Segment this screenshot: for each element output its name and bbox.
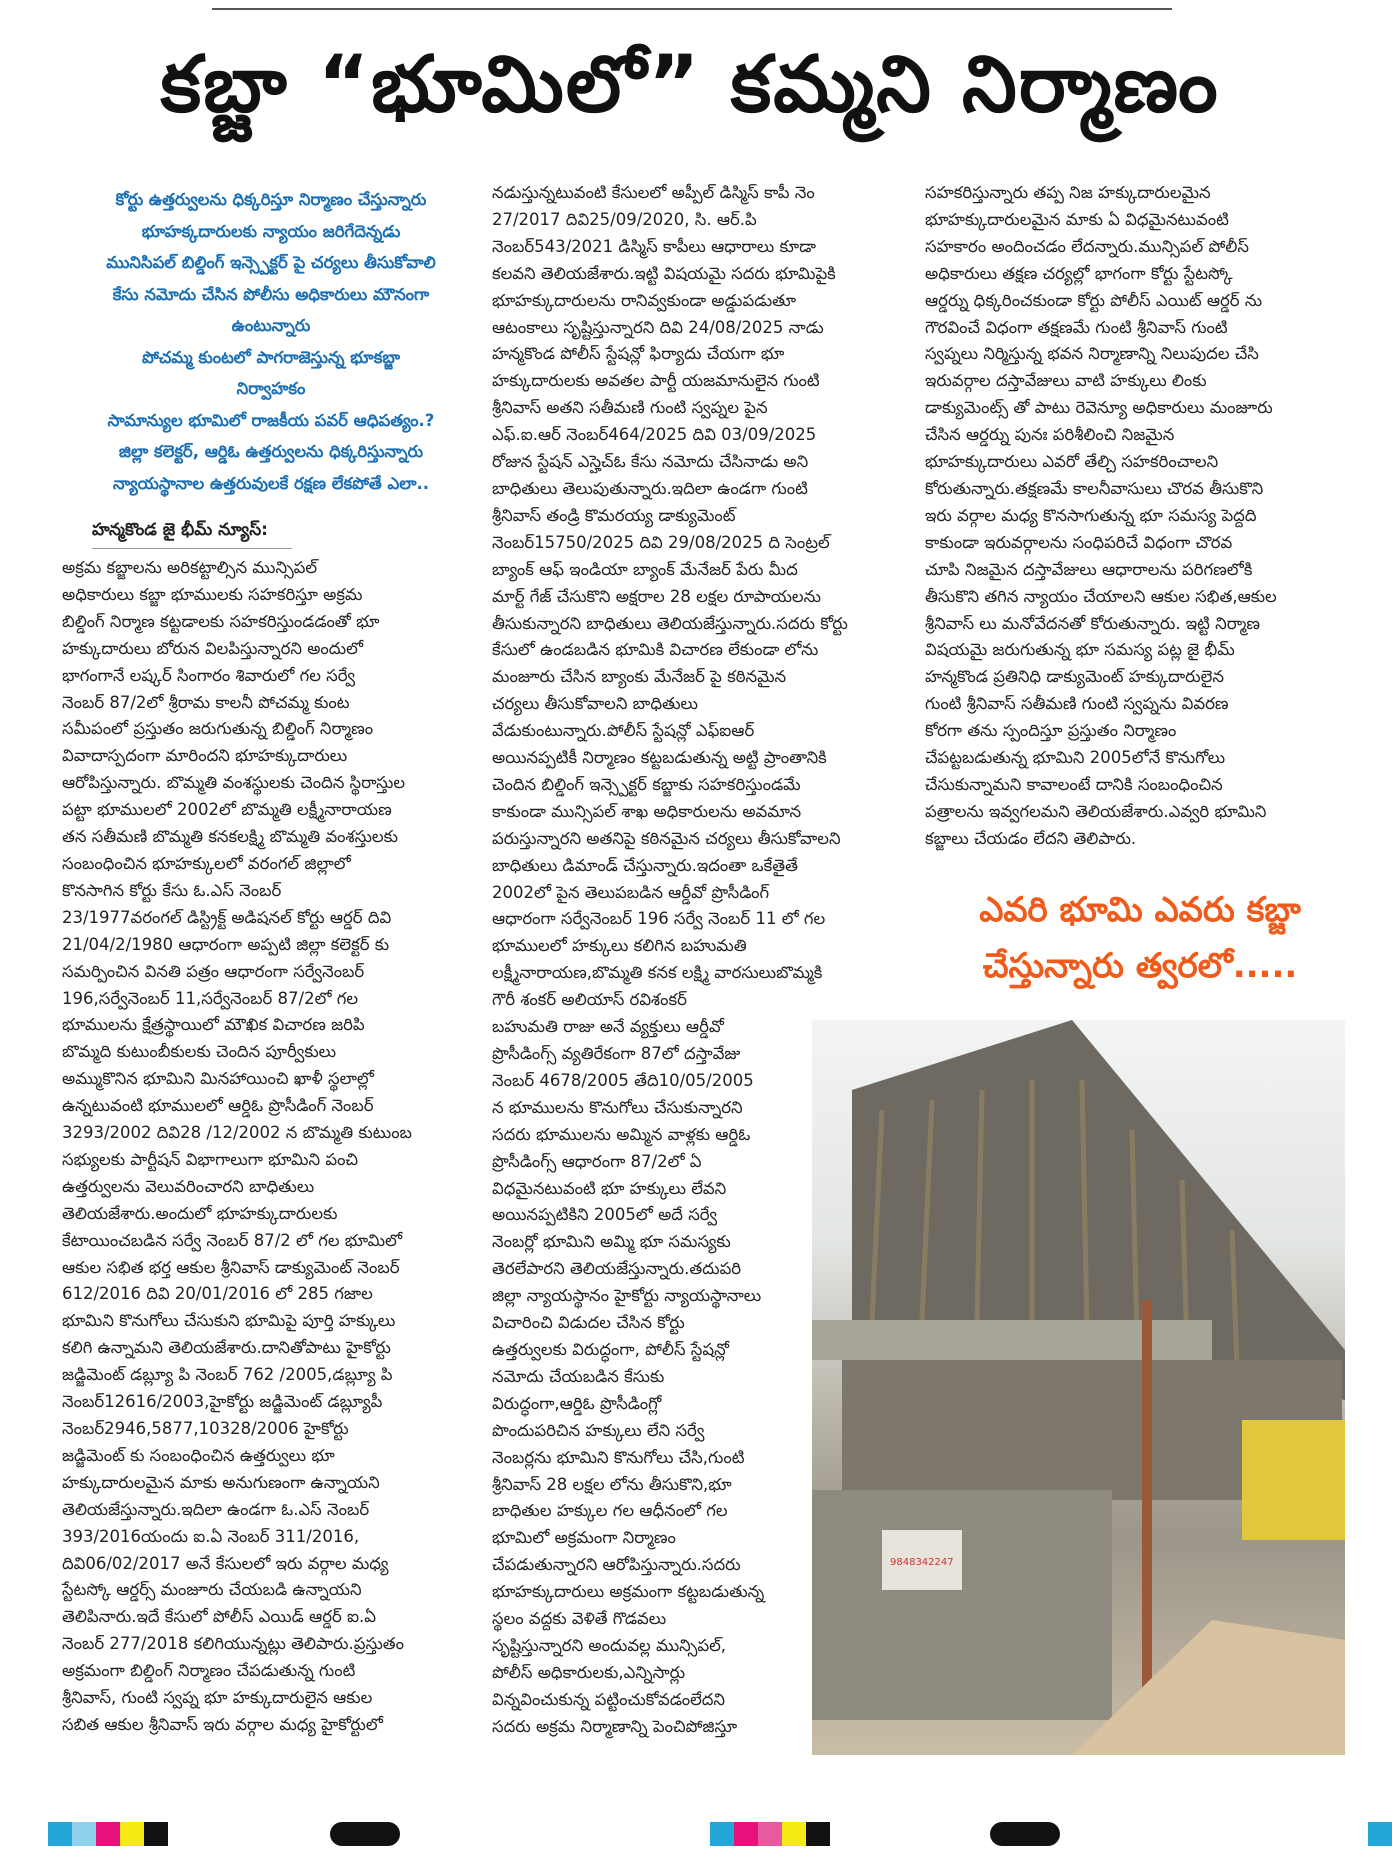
callout-line: ఎవరి భూమి ఎవరు కబ్జా [979, 890, 1301, 930]
col1-line: 393/2016యందు ఐ.ఏ నెంబర్ 311/2016, [62, 1526, 360, 1546]
construction-photo [812, 1020, 1345, 1755]
col1-line: 23/1977వరంగల్ డిస్ట్రిక్ట్ అడిషనల్ కోర్టు ఆర్డర్ దివి [62, 907, 392, 927]
col3-line: స్వప్నలు నిర్మిస్తున్న భవన నిర్మాణాన్ని నిలుపుదల చేసి [925, 344, 1259, 364]
col2-line: భూములలో హక్కులు కలిగిన బహుమతి [492, 936, 747, 956]
col1-line: కేటాయించబడిన సర్వే నెంబర్ 87/2 లో గల భూమిలో [62, 1230, 403, 1250]
col1-line: నెంబర్12616/2003,హైకోర్టు జడ్జిమెంట్ డబ్ల్యూపీ [62, 1392, 383, 1412]
col1-line: వివాదాస్పదంగా మారిందని భూహక్కుదారులు [62, 746, 348, 766]
col2-line: అయినప్పటికీ నిర్మాణం కట్టబడుతున్న అట్టి ప్రాంతానికి [492, 748, 827, 768]
col2-line: చెందిన బిల్డింగ్ ఇన్స్పెక్టర్ కబ్జాకు సహకరిస్తుండమే [492, 774, 801, 794]
registration-pill-left [330, 1822, 400, 1846]
col2-line: చేపడుతున్నారని ఆరోపిస్తున్నారు.సదరు [492, 1555, 741, 1575]
col2-line: నడుస్తున్నటువంటి కేసులలో అప్పీల్ డిస్మిస్ కాపీ నెం [492, 183, 815, 202]
col1-line: 21/04/2/1980 ఆధారంగా అప్పటి జిల్లా కలెక్టర్ కు [62, 934, 390, 954]
col1-line: తెలిపినారు.ఇదే కేసులో పోలీస్ ఎయిడ్ ఆర్డర్ ఐ.ఏ [62, 1607, 377, 1627]
col1-line: ఉత్తర్వులను వెలువరించారని బాధితులు [62, 1176, 315, 1196]
col3-line: తీసుకొని తగిన న్యాయం చేయాలని ఆకుల సభిత,ఆకుల [925, 586, 1277, 606]
col2-line: కలవని తెలియజేశారు.ఇట్టి విషయమై సదరు భూమిపైకి [492, 263, 836, 283]
col3-line: సహకరిస్తున్నారు తప్ప నిజ హక్కుదారులమైన [925, 183, 1211, 202]
col1-line: బొమ్మది కుటుంబీకులకు చెందిన పూర్వీకులు [62, 1042, 337, 1062]
col1-line: సభ్యులకు పార్టీషన్ విభాగాలుగా భూమిని పంచి [62, 1149, 359, 1169]
building-illustration [812, 1020, 1345, 1755]
col1-line: నెంబర్ 277/2018 కలిగియున్నట్లు తెలిపారు.ప్రస్తుతం [62, 1634, 404, 1654]
col2-line: ఎఫ్.ఐ.ఆర్ నెంబర్464/2025 దివి 03/09/2025 [492, 425, 817, 445]
byline: హన్మకొండ జై భీమ్ న్యూస్: [92, 520, 268, 540]
col2-line: సృష్టిస్తున్నారని అందువల్ల మున్సిపల్, [492, 1635, 727, 1655]
col1-line: పట్టా భూములలో 2002లో బొమ్మతి లక్ష్మీనారాయణ [62, 800, 392, 820]
col2-line: బాధితులు డిమాండ్ చేస్తున్నారు.ఇదంతా ఒకేతైతే [492, 855, 798, 875]
col2-line: మార్ట్ గేజ్ చేసుకొని అక్షరాల 28 లక్షల రూపాయలను [492, 586, 821, 606]
col2-line: పరుస్తున్నారని అతనిపై కఠినమైన చర్యలు తీసుకోవాలని [492, 828, 841, 848]
col2-line: నెంబర్లో భూమిని అమ్మి భూ సమస్యకు [492, 1232, 731, 1252]
col1-line: హక్కుదారులమైన మాకు అనుగుణంగా ఉన్నాయని [62, 1472, 380, 1492]
color-registration-mark-right [1368, 1822, 1392, 1846]
col3-line: కోరుతున్నారు.తక్షణమే కాలనీవాసులు చొరవ తీసుకొని [925, 478, 1264, 498]
col2-line: చర్యలు తీసుకోవాలని బాధితులు [492, 694, 698, 714]
col2-line: విరుద్ధంగా,ఆర్డిఓ ప్రొసీడింగ్లో [492, 1393, 662, 1413]
top-rule [212, 8, 1172, 10]
col3-line: ఇరు వర్గాల మధ్య కొనసాగుతున్న భూ సమస్య పెద్దది [925, 505, 1257, 525]
col2-line: నెంబర్లను భూమిని కొనుగోలు చేసి,గుంటి [492, 1447, 745, 1467]
col3-line: చేపట్టబడుతున్న భూమిని 2005లోనే కొనుగోలు [925, 748, 1226, 768]
col3-line: విషయమై జరుగుతున్న భూ సమస్య పట్ల జై భీమ్ [925, 640, 1235, 660]
deck-line: ఉంటున్నారు [231, 316, 311, 335]
col2-line: 2002లో పైన తెలుపబడిన ఆర్డీవో ప్రొసీడింగ్ [492, 882, 770, 902]
col1-line: దివి06/02/2017 అనే కేసులలో ఇరు వర్గాల మధ్య [62, 1553, 389, 1573]
col2-line: హక్కుదారులకు అవతల పార్టీ యజమానులైన గుంటి [492, 371, 820, 391]
col3-line: శ్రీనివాస్ లు మనోవేదనతో కోరుతున్నారు. ఇట్టి నిర్మాణ [925, 613, 1261, 633]
deck-line: కోర్టు ఉత్తర్వులను ధిక్కరిస్తూ నిర్మాణం చేస్తున్నారు [115, 190, 427, 209]
col2-line: శ్రీనివాస్ తండ్రి కొమరయ్య డాక్యుమెంట్ [492, 505, 736, 525]
col3-line: కాకుండా ఇరువర్గాలను సంధిపరిచే విధంగా చొరవ [925, 532, 1233, 552]
col2-line: గౌరీ శంకర్ అలియాస్ రవిశంకర్ [492, 990, 687, 1010]
col2-line: విధమైనటువంటి భూ హక్కులు లేవని [492, 1178, 727, 1198]
col2-line: పోలీస్ అధికారులకు,ఎన్నిసార్లు [492, 1662, 686, 1682]
col3-line: భూహక్కుదారులమైన మాకు ఏ విధమైనటువంటి [925, 209, 1229, 229]
col2-line: కాకుండా మున్సిపల్ శాఖ అధికారులను అవమాన [492, 801, 802, 821]
color-registration-marks-left [48, 1822, 168, 1846]
col1-line: 3293/2002 దివి28 /12/2002 న బొమ్మతి కుటుంబ [62, 1123, 412, 1143]
col2-line: లక్ష్మీనారాయణ,బొమ్మతి కనక లక్ష్మి వారసులుబొమ్మకి [492, 963, 823, 983]
col1-line: 196,సర్వేనెంబర్ 11,సర్వేనెంబర్ 87/2లో గల [62, 988, 359, 1008]
col2-line: 27/2017 దివి25/09/2020, సి. ఆర్.పి [492, 209, 757, 229]
col2-line: హన్మకొండ పోలీస్ స్టేషన్లో ఫిర్యాదు చేయగా భూ [492, 344, 785, 364]
col2-line: భూహక్కుదారులు అక్రమంగా కట్టబడుతున్న [492, 1582, 765, 1602]
col2-line: ప్రొసీడింగ్స్ ఆధారంగా 87/2లో ఏ [492, 1151, 702, 1171]
sub-headlines [66, 184, 476, 499]
col2-line: బహుమతి రాజు అనే వ్యక్తులు ఆర్డీవో [492, 1017, 724, 1037]
col3-line: డాక్యుమెంట్స్ తో పాటు రెవెన్యూ అధికారులు మంజూరు [925, 398, 1273, 418]
col2-line: భూమిలో అక్రమంగా నిర్మాణం [492, 1528, 676, 1548]
col3-line: కోరగా తను స్పందిస్తూ ప్రస్తుతం నిర్మాణం [925, 721, 1177, 741]
col2-line: సదరు భూములను అమ్మిన వాళ్లకు ఆర్డిఓ [492, 1124, 751, 1144]
col2-line: ప్రొసీడింగ్స్ వ్యతిరేకంగా 87లో దస్తావేజు [492, 1044, 741, 1063]
col1-line: కలిగి ఉన్నామని తెలియజేశారు.దానితోపాటు హైకోర్టు [62, 1338, 391, 1358]
col1-line: తెలియజేస్తున్నారు.ఇదిలా ఉండగా ఓ.ఎస్ నెంబర్ [62, 1499, 370, 1519]
col2-line: స్థలం వద్దకు వెళితే గొడవలు [492, 1609, 667, 1629]
byline-rule [92, 548, 292, 549]
color-registration-marks-center [710, 1822, 830, 1846]
col1-line: అక్రమ కబ్జాలను అరికట్టాల్సిన మున్సిపల్ [62, 558, 318, 577]
col2-line: బాధితుల హక్కుల గల ఆధీనంలో గల [492, 1501, 728, 1521]
col2-line: పొందుపరిచిన హక్కులు లేని సర్వే [492, 1420, 705, 1440]
wall-sign-text: 9848342247 [890, 1557, 954, 1568]
col1-line: 612/2016 దివి 20/01/2016 లో 285 గజాల [62, 1284, 373, 1304]
col3-line: చేసిన ఆర్డర్ను పునః పరిశీలించి నిజమైన [925, 425, 1175, 445]
col2-line: అయినప్పటికిని 2005లో అదే సర్వే [492, 1205, 718, 1225]
col1-line: నెంబర్ 87/2లో శ్రీరామ కాలనీ పోచమ్మ కుంట [62, 692, 350, 712]
col2-line: నెంబర్ 4678/2005 తేది10/05/2005 [492, 1070, 754, 1090]
col1-line: జడ్జిమెంట్ డబ్ల్యూ పి నెంబర్ 762 /2005,డబ్ల్యూ పి [62, 1365, 393, 1385]
deck-line: జిల్లా కలెక్టర్, ఆర్డిఓ ఉత్తర్వులను ధిక్కరిస్తున్నారు [118, 442, 424, 461]
col1-line: కొనసాగిన కోర్టు కేసు ఓ.ఎస్ నెంబర్ [62, 880, 282, 900]
col1-line: అమ్ముకొనిన భూమిని మినహాయించి ఖాళీ స్థలాల్లో [62, 1069, 374, 1089]
col3-line: భూహక్కుదారులు ఎవరో తేల్చి సహకరించాలని [925, 452, 1219, 472]
col1-line: సమీపంలో ప్రస్తుతం జరుగుతున్న బిల్డింగ్ నిర్మాణం [62, 719, 374, 739]
col2-line: వేడుకుంటున్నారు.పోలీస్ స్టేషన్లో ఎఫ్ఐఆర్ [492, 721, 755, 741]
article-column-2 [492, 180, 848, 1741]
col1-line: సబిత ఆకుల శ్రీనివాస్ ఇరు వర్గాల మధ్య హైకోర్టులో [62, 1714, 383, 1734]
col1-line: నెంబర్2946,5877,10328/2006 హైకోర్టు [62, 1419, 349, 1438]
col1-line: హక్కుదారులు బోరున విలపిస్తున్నారని అందులో [62, 638, 364, 658]
col2-line: భూహక్కుదారులను రానివ్వకుండా అడ్డుపడుతూ [492, 290, 797, 310]
col2-line: మంజూరు చేసిన బ్యాంకు మేనేజర్ పై కఠినమైన [492, 667, 787, 687]
col3-line: ఇరువర్గాల దస్తావేజులు వాటి హక్కులు లింకు [925, 371, 1207, 391]
col2-line: నమోదు చేయబడిన కేసుకు [492, 1366, 665, 1386]
col2-line: ఆటంకాలు సృష్టిస్తున్నారని దివి 24/08/2025 నాడు [492, 317, 824, 337]
callout-line: చేస్తున్నారు త్వరలో..... [982, 946, 1298, 986]
col2-line: తీసుకున్నారని బాధితులు తెలియజేస్తున్నారు.సదరు కోర్టు [492, 613, 848, 633]
col1-line: శ్రీనివాస్, గుంటి స్వప్న భూ హక్కుదారులైన ఆకుల [62, 1688, 373, 1708]
col2-line: బ్యాంక్ ఆఫ్ ఇండియా బ్యాంక్ మేనేజర్ పేరు మీద [492, 559, 798, 579]
col1-line: సమర్పించిన వినతి పత్రం ఆధారంగా సర్వేనెంబర్ [62, 961, 365, 981]
col1-line: తన సతీమణి బొమ్మతి కనకలక్ష్మి బొమ్మతి వంశస్తులకు [62, 827, 398, 847]
col1-line: స్టేటస్కో ఆర్డర్స్ మంజూరు చేయబడి ఉన్నాయని [62, 1580, 362, 1600]
col3-line: ఆర్డర్ను ధిక్కరించకుండా కోర్టు పోలీస్ ఎయిట్ ఆర్డర్ ను [925, 290, 1263, 310]
deck-line: కేసు నమోదు చేసిన పోలీసు అధికారులు మౌనంగా [112, 284, 430, 304]
col3-line: కబ్జాలు చేయడం లేదని తెలిపారు. [925, 828, 1137, 848]
col2-line: సదరు అక్రమ నిర్మాణాన్ని పెంచిపోజిస్తూ [492, 1716, 738, 1736]
col2-line: కేసులో ఉండబడిన భూమికి విచారణ లేకుండా లోను [492, 640, 819, 660]
headline: కబ్జా “భూమిలో” కమ్మని నిర్మాణం [160, 40, 1220, 130]
callout-teaser [930, 882, 1350, 994]
col2-line: విన్నవించుకున్న పట్టించుకోవడంలేదని [492, 1689, 726, 1709]
col2-line: శ్రీనివాస్ అతని సతీమణి గుంటి స్వప్నల పైన [492, 398, 768, 418]
col3-line: చేసుకున్నామని కావాలంటే దానికి సంబంధించిన [925, 774, 1223, 794]
col3-line: గుంటి శ్రీనివాస్ సతీమణి గుంటి స్వప్నను వివరణ [925, 694, 1229, 714]
col2-line: బాధితులు తెలుపుతున్నారు.ఇదిలా ఉండగా గుంటి [492, 478, 808, 498]
col2-line: విచారించి విడుదల చేసిన కోర్టు [492, 1313, 685, 1333]
col3-line: హన్మకొండ ప్రతినిధి డాక్యుమెంట్ హక్కుదారులైన [925, 667, 1224, 687]
col2-line: నెంబర్543/2021 డిస్మిస్ కాపీలు ఆధారాలు కూడా [492, 236, 816, 256]
deck-line: మునిసిపల్ బిల్డింగ్ ఇన్స్పెక్టర్ పై చర్యలు తీసుకోవాలి [106, 253, 436, 272]
deck-line: నిర్వాహకం [236, 379, 306, 398]
col2-line: జిల్లా న్యాయస్థానం హైకోర్టు న్యాయస్థానాలు [492, 1286, 762, 1306]
col3-line: గౌరవించే విధంగా తక్షణమే గుంటి శ్రీనివాస్ గుంటి [925, 317, 1228, 337]
article-column-1 [62, 555, 472, 1739]
deck-line: సామాన్యుల భూమిలో రాజకీయ పవర్ ఆధిపత్యం.? [107, 410, 435, 430]
col3-line: చూపి నిజమైన దస్తావేజులు ఆధారాలను పరిగణలోకి [925, 559, 1253, 579]
col1-line: తెలియజేశారు.అందులో భూహక్కుదారులకు [62, 1203, 338, 1223]
deck-line: భూహక్కదారులకు న్యాయం జరిగేదెన్నడు [141, 221, 401, 241]
col2-line: తెరలేపారని తెలియజేస్తున్నారు.తదుపరి [492, 1259, 742, 1279]
col2-line: శ్రీనివాస్ 28 లక్షల లోను తీసుకొని,భూ [492, 1474, 732, 1494]
col1-line: ఆరోపిస్తున్నారు. బొమ్మతి వంశస్థులకు చెందిన స్థిరాస్తుల [62, 773, 406, 793]
col2-line: ఆధారంగా సర్వేనెంబర్ 196 సర్వే నెంబర్ 11 లో గల [492, 909, 826, 929]
registration-pill-right [990, 1822, 1060, 1846]
col3-line: సహకారం అందించడం లేదన్నారు.మున్సిపల్ పోలీస్ [925, 236, 1249, 256]
col1-line: సంబంధించిన భూహక్కులలో వరంగల్ జిల్లాలో [62, 853, 351, 873]
col1-line: బిల్డింగ్ నిర్మాణ కట్టడాలకు సహకరిస్తుండడంతో భూ [62, 611, 380, 631]
col1-line: జడ్జిమెంట్ కు సంబంధించిన ఉత్తర్వులు భూ [62, 1445, 335, 1465]
col1-line: అక్రమంగా బిల్డింగ్ నిర్మాణం చేపడుతున్న గుంటి [62, 1661, 356, 1681]
col3-line: అధికారులు తక్షణ చర్యల్లో భాగంగా కోర్టు స్టేటస్కో [925, 263, 1233, 283]
col2-line: రోజున స్టేషన్ ఎస్హెచ్ఓ కేసు నమోదు చేసినాడు అని [492, 452, 809, 472]
col1-line: ఆకుల సభిత భర్త ఆకుల శ్రీనివాస్ డాక్యుమెంట్ నెంబర్ [62, 1257, 400, 1277]
col2-line: ఉత్తర్వులకు విరుద్ధంగా, పోలీస్ స్టేషన్లో [492, 1339, 729, 1359]
col1-line: భాగంగానే లష్కర్ సింగారం శివారులో గల సర్వే [62, 665, 356, 685]
col3-line: పత్రాలను ఇవ్వగలమని తెలియజేశారు.ఎవ్వరి భూమిని [925, 801, 1267, 821]
col1-line: అధికారులు కబ్జా భూములకు సహకరిస్తూ అక్రమ [62, 584, 363, 604]
article-column-3 [925, 180, 1340, 853]
col2-line: న భూములను కొనుగోలు చేసుకున్నారని [492, 1097, 743, 1117]
col2-line: నెంబర్15750/2025 దివి 29/08/2025 ది సెంట్రల్ [492, 532, 830, 552]
col1-line: భూములను క్షేత్రస్థాయిలో మౌఖిక విచారణ జరిపి [62, 1015, 365, 1035]
deck-line: న్యాయస్థానాల ఉత్తరువులకే రక్షణ లేకపోతే ఎలా.. [112, 473, 430, 493]
col1-line: భూమిని కొనుగోలు చేసుకుని భూమిపై పూర్తి హక్కులు [62, 1311, 396, 1331]
deck-line: పోచమ్మ కుంటలో పాగరాజెస్తున్న భూకబ్జా [141, 347, 401, 367]
col1-line: ఉన్నటువంటి భూములలో ఆర్డిఓ ప్రొసీడింగ్ నెంబర్ [62, 1096, 374, 1116]
